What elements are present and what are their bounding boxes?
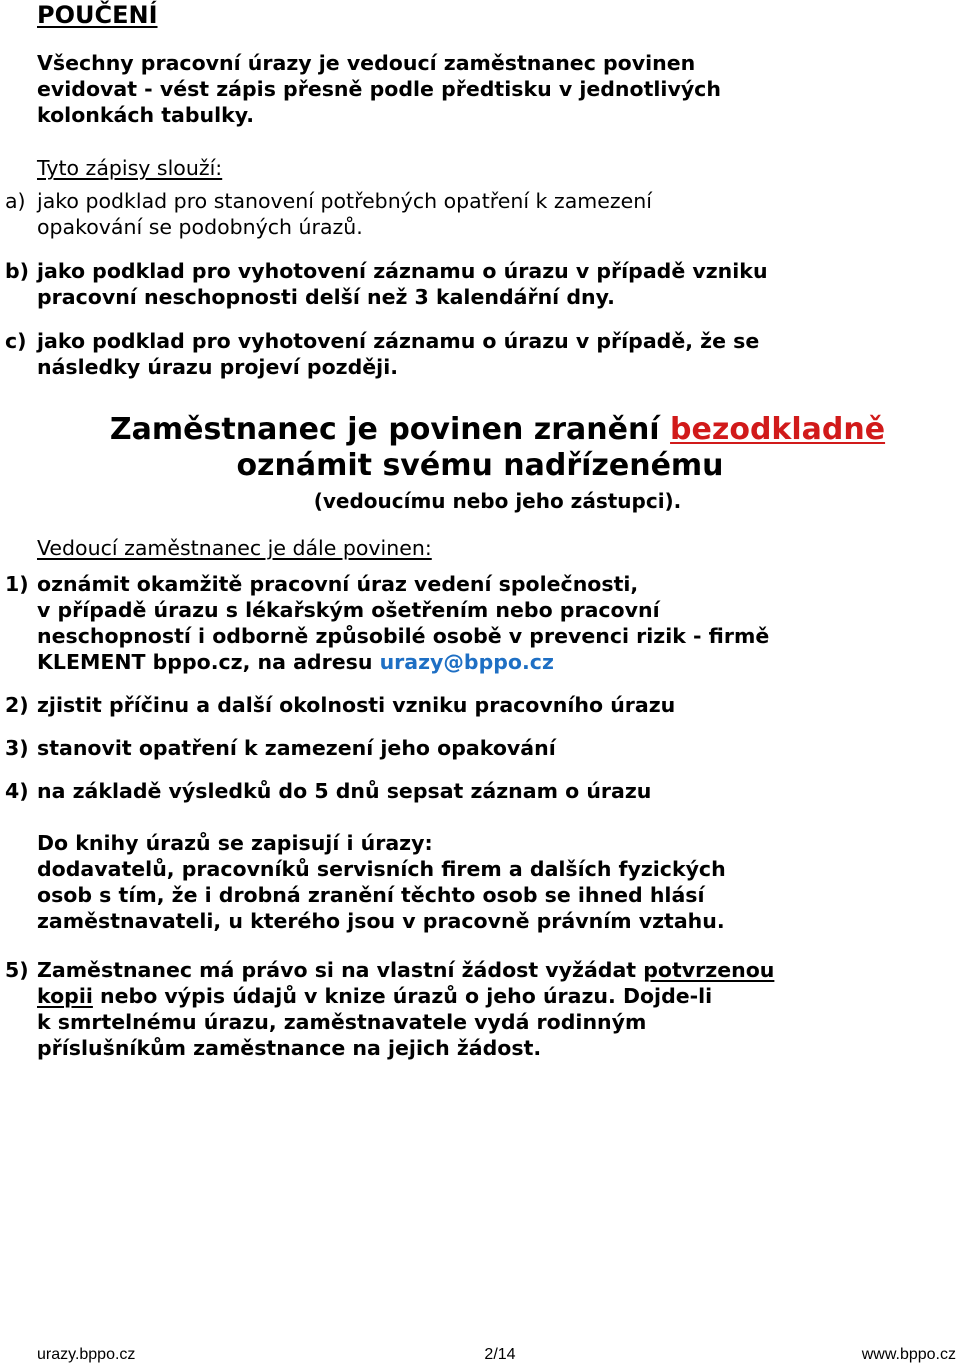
item-line: jako podklad pro stanovení potřebných opatření k zamezení xyxy=(37,189,652,213)
item-label: a) xyxy=(5,189,26,213)
intro-line: kolonkách tabulky. xyxy=(37,103,255,127)
item-line: k smrtelnému úrazu, zaměstnavatele vydá rodinným xyxy=(37,1010,647,1034)
item-text: na základě výsledků do 5 dnů sepsat záznam o úrazu xyxy=(37,779,652,803)
item-text: zjistit příčinu a další okolnosti vzniku pracovního úrazu xyxy=(37,693,676,717)
item-line: v případě úrazu s lékařským ošetřením nebo pracovní xyxy=(37,598,660,622)
purposes-heading: Tyto zápisy slouží: xyxy=(37,156,223,180)
page-footer xyxy=(0,1342,960,1368)
paragraph-line: osob s tím, že i drobná zranění těchto osob se ihned hlásí xyxy=(37,883,705,907)
notice-callout xyxy=(0,412,960,514)
email-link[interactable]: urazy@bppo.cz xyxy=(379,650,554,674)
intro-line: evidovat - vést zápis přesně podle předtisku v jednotlivých xyxy=(37,77,721,101)
item-label: 4) xyxy=(5,779,29,803)
intro-paragraph xyxy=(37,50,960,128)
notice-line-3: (vedoucímu nebo jeho zástupci). xyxy=(313,489,682,513)
item-line: neschopností i odborně způsobilé osobě v prevenci rizik - firmě xyxy=(37,624,770,648)
item-text xyxy=(37,328,759,380)
item-text xyxy=(37,571,769,675)
item-label: 3) xyxy=(5,736,29,760)
item-line xyxy=(37,983,774,1009)
item-line: následky úrazu projeví později. xyxy=(37,355,399,379)
item-label: 1) xyxy=(5,572,29,596)
paragraph-line: dodavatelů, pracovníků servisních firem a dalších fyzických xyxy=(37,857,726,881)
item-line: jako podklad pro vyhotovení záznamu o úrazu v případě vzniku xyxy=(37,259,768,283)
item-line: pracovní neschopnosti delší než 3 kalendářní dny. xyxy=(37,285,615,309)
item-text xyxy=(37,258,768,310)
notice-text: Zaměstnanec je povinen zranění xyxy=(109,412,671,447)
item-text: stanovit opatření k zamezení jeho opakování xyxy=(37,736,556,760)
page-title: POUČENÍ xyxy=(37,1,158,29)
footer-left-url: urazy.bppo.cz xyxy=(37,1346,136,1363)
item-line xyxy=(37,957,774,983)
item-line: opakování se podobných úrazů. xyxy=(37,215,363,239)
item-label: 5) xyxy=(5,958,29,982)
item-label: b) xyxy=(5,259,30,283)
notice-line-1 xyxy=(0,412,960,448)
item-line: jako podklad pro vyhotovení záznamu o úrazu v případě, že se xyxy=(37,329,760,353)
paragraph-line: Do knihy úrazů se zapisují i úrazy: xyxy=(37,831,433,855)
item-label: c) xyxy=(5,329,27,353)
item-line: oznámit okamžitě pracovní úraz vedení společnosti, xyxy=(37,572,639,596)
duties-heading: Vedoucí zaměstnanec je dále povinen: xyxy=(37,536,432,560)
underlined-term: kopii xyxy=(37,984,93,1008)
underlined-term: potvrzenou xyxy=(643,958,775,982)
item-line-text: Zaměstnanec má právo si na vlastní žádost vyžádat xyxy=(37,958,644,982)
injury-book-paragraph xyxy=(37,830,960,934)
item-line-text: nebo výpis údajů v knize úrazů o jeho úrazu. Dojde-li xyxy=(92,984,713,1008)
item-line xyxy=(37,649,769,675)
item-label: 2) xyxy=(5,693,29,717)
page-number: 2/14 xyxy=(484,1346,516,1363)
notice-highlight: bezodkladně xyxy=(670,412,886,447)
intro-line: Všechny pracovní úrazy je vedoucí zaměstnanec povinen xyxy=(37,51,696,75)
item-text xyxy=(37,957,774,1061)
item-line-text: KLEMENT bppo.cz, na adresu xyxy=(37,650,380,674)
item-line: příslušníkům zaměstnance na jejich žádost. xyxy=(37,1036,542,1060)
footer-right-url: www.bppo.cz xyxy=(861,1346,956,1363)
paragraph-line: zaměstnavateli, u kterého jsou v pracovně právním vztahu. xyxy=(37,909,725,933)
item-text xyxy=(37,188,652,240)
notice-line-2: oznámit svému nadřízenému xyxy=(236,448,724,483)
